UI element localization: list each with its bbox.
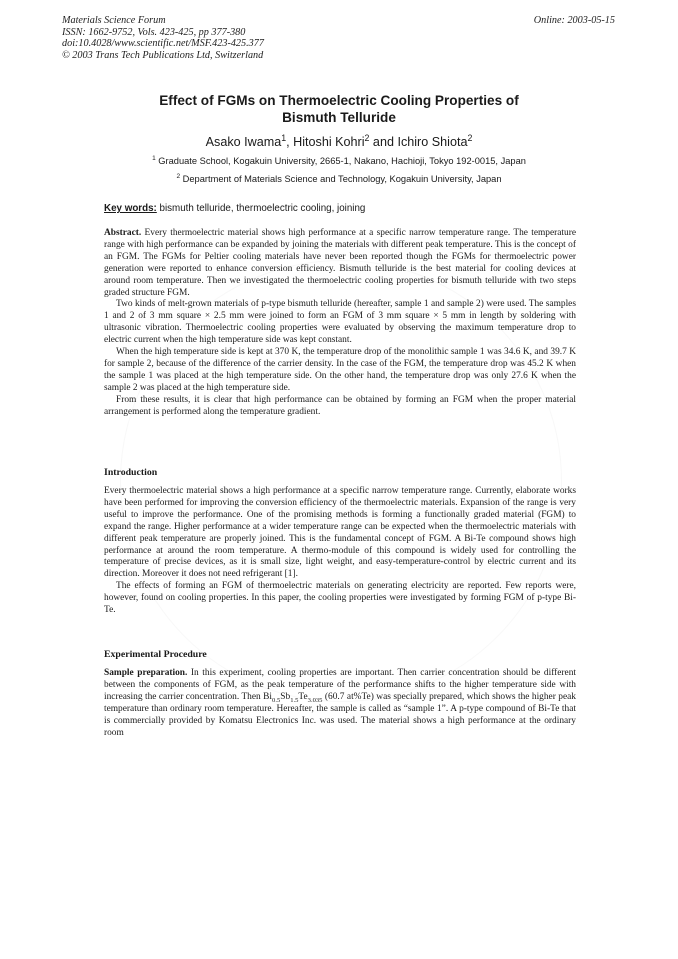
exp-text-1: In this experiment, cooling properties are important. Then carrier concentration should be different between the components of FGM, as the peak temperature of the performance shifts to the higher temperature side with increasing the carrier concentration. Then Bi bbox=[104, 668, 577, 702]
copyright-line: © 2003 Trans Tech Publications Ltd, Switzerland bbox=[62, 49, 264, 61]
affiliation-1 bbox=[80, 156, 598, 166]
exp-text-3: Te bbox=[298, 691, 308, 702]
experimental-section bbox=[104, 668, 576, 739]
exp-text-2: Sb bbox=[280, 691, 291, 702]
affiliation-2-number: 2 bbox=[176, 172, 181, 180]
online-date: Online: 2003-05-15 bbox=[533, 15, 615, 26]
introduction-heading: Introduction bbox=[104, 467, 158, 478]
author-3: Ichiro Shiota bbox=[397, 135, 468, 149]
title-line-1: Effect of FGMs on Thermoelectric Cooling Properties of bbox=[159, 93, 519, 108]
author-3-affil: 2 bbox=[467, 132, 473, 143]
abstract-paragraph-2: Two kinds of melt-grown materials of p-type bismuth telluride (hereafter, sample 1 and sample 2) were used. The samples 1 and 2 of 3 mm square × 2.5 mm were joined to form an FGM of 3 mm square × 5 mm in length by soldering with ultrasonic vibration. Thermoelectric cooling properties were evaluated by observing the maximum temperature drop to electric current when the high temperature side was kept constant. bbox=[104, 299, 576, 346]
paper-title bbox=[100, 92, 578, 126]
exp-sub-3: 3.035 bbox=[307, 696, 323, 704]
keywords-label: Key words: bbox=[104, 203, 157, 214]
affiliation-1-number: 1 bbox=[152, 154, 156, 162]
abstract-paragraph-1 bbox=[104, 228, 576, 299]
introduction-paragraph-1: Every thermoelectric material shows a high performance at a specific narrow temperature range. Currently, elaborate works have been performed for improving the conversion efficiency of the thermoelectric materials. Expansion of the range is very useful to improve the performance. One of the promising methods is forming a functionally graded material (FGM) to expand the range. Higher performance at a wider temperature range can be expected when the thermoelectric materials with different peak temperature are properly joined. This is the fundamental concept of FGM. A Bi-Te compound shows high performance at around the room temperature. A thermo-module of this compound is widely used for controlling the temperature of precise devices, as it is small size, light weight, and easy-temperature-control by electric current and its direction. Moreover it does not need refrigerant [1]. bbox=[104, 486, 576, 580]
author-2-affil: 2 bbox=[364, 132, 370, 143]
introduction-paragraph-2: The effects of forming an FGM of thermoelectric materials on generating electricity are reported. Few reports were, however, found on cooling properties. In this paper, the cooling properties were investigated by forming FGM of p-type Bi-Te. bbox=[104, 581, 576, 616]
exp-text-4: (60.7 at%Te) was specially prepared, which shows the higher peak temperature than ordinary room temperature. Hereafter, the sample is called as “sample 1”. A p-type compound of Bi-Te that is commercially provided by Komatsu Electronics Inc. was used. The material shows a high performance at the ordinary room bbox=[104, 691, 576, 738]
exp-sub-2: 1.5 bbox=[290, 696, 299, 704]
author-sep-2: and bbox=[369, 135, 398, 149]
issn-line: ISSN: 1662-9752, Vols. 423-425, pp 377-380 bbox=[62, 26, 246, 38]
affiliation-1-text: Graduate School, Kogakuin University, 2665-1, Nakano, Hachioji, Tokyo 192-0015, Japan bbox=[155, 156, 526, 166]
author-1-affil: 1 bbox=[281, 132, 287, 143]
keywords bbox=[104, 203, 365, 214]
abstract-paragraph-3: When the high temperature side is kept at 370 K, the temperature drop of the monolithic sample 1 was 34.6 K, and 39.7 K for sample 2, because of the difference of the carrier density. In the case of the FGM, the temperature drop was 45.2 K when the sample 1 was placed at the high temperature side. On the other hand, the temperature drop was only 27.6 K when the sample 2 was placed at the high temperature side. bbox=[104, 347, 576, 393]
exp-sub-1: 0.5 bbox=[272, 696, 281, 704]
author-list bbox=[100, 132, 578, 149]
author-1: Asako Iwama bbox=[205, 135, 282, 149]
abstract-section bbox=[104, 228, 576, 419]
title-line-2: Bismuth Telluride bbox=[282, 110, 396, 125]
affiliation-2-text: Department of Materials Science and Technology, Kogakuin University, Japan bbox=[180, 174, 502, 184]
abstract-paragraph-4: From these results, it is clear that high performance can be obtained by forming an FGM when the proper material arrangement is performed along the temperature gradient. bbox=[104, 394, 576, 417]
abstract-text-1: Every thermoelectric material shows high performance at a specific narrow temperature range. The temperature range with high performance can be expanded by joining the materials with different peak temperature. This is the concept of an FGM. The FGMs for Peltier cooling materials have never been reported though the FGMs for thermoelectric power generation were reported to enhance conversion efficiency. Bismuth telluride is the best material for cooling devices at around room temperature. Then we investigated the thermoelectric cooling properties for bismuth telluride with two steps graded structure FGM. bbox=[104, 228, 576, 298]
author-2: Hitoshi Kohri bbox=[293, 135, 365, 149]
experimental-paragraph-1 bbox=[104, 668, 576, 739]
abstract-label: Abstract. bbox=[104, 228, 142, 238]
publication-meta bbox=[62, 15, 264, 61]
author-sep-1: , bbox=[286, 135, 294, 149]
journal-name: Materials Science Forum bbox=[62, 15, 166, 26]
affiliation-2 bbox=[80, 174, 598, 184]
experimental-heading: Experimental Procedure bbox=[104, 649, 207, 660]
sample-preparation-label: Sample preparation. bbox=[104, 668, 188, 678]
keywords-text: bismuth telluride, thermoelectric cooling, joining bbox=[156, 203, 366, 214]
introduction-section bbox=[104, 486, 576, 617]
doi-line: doi:10.4028/www.scientific.net/MSF.423-425.377 bbox=[62, 38, 264, 49]
